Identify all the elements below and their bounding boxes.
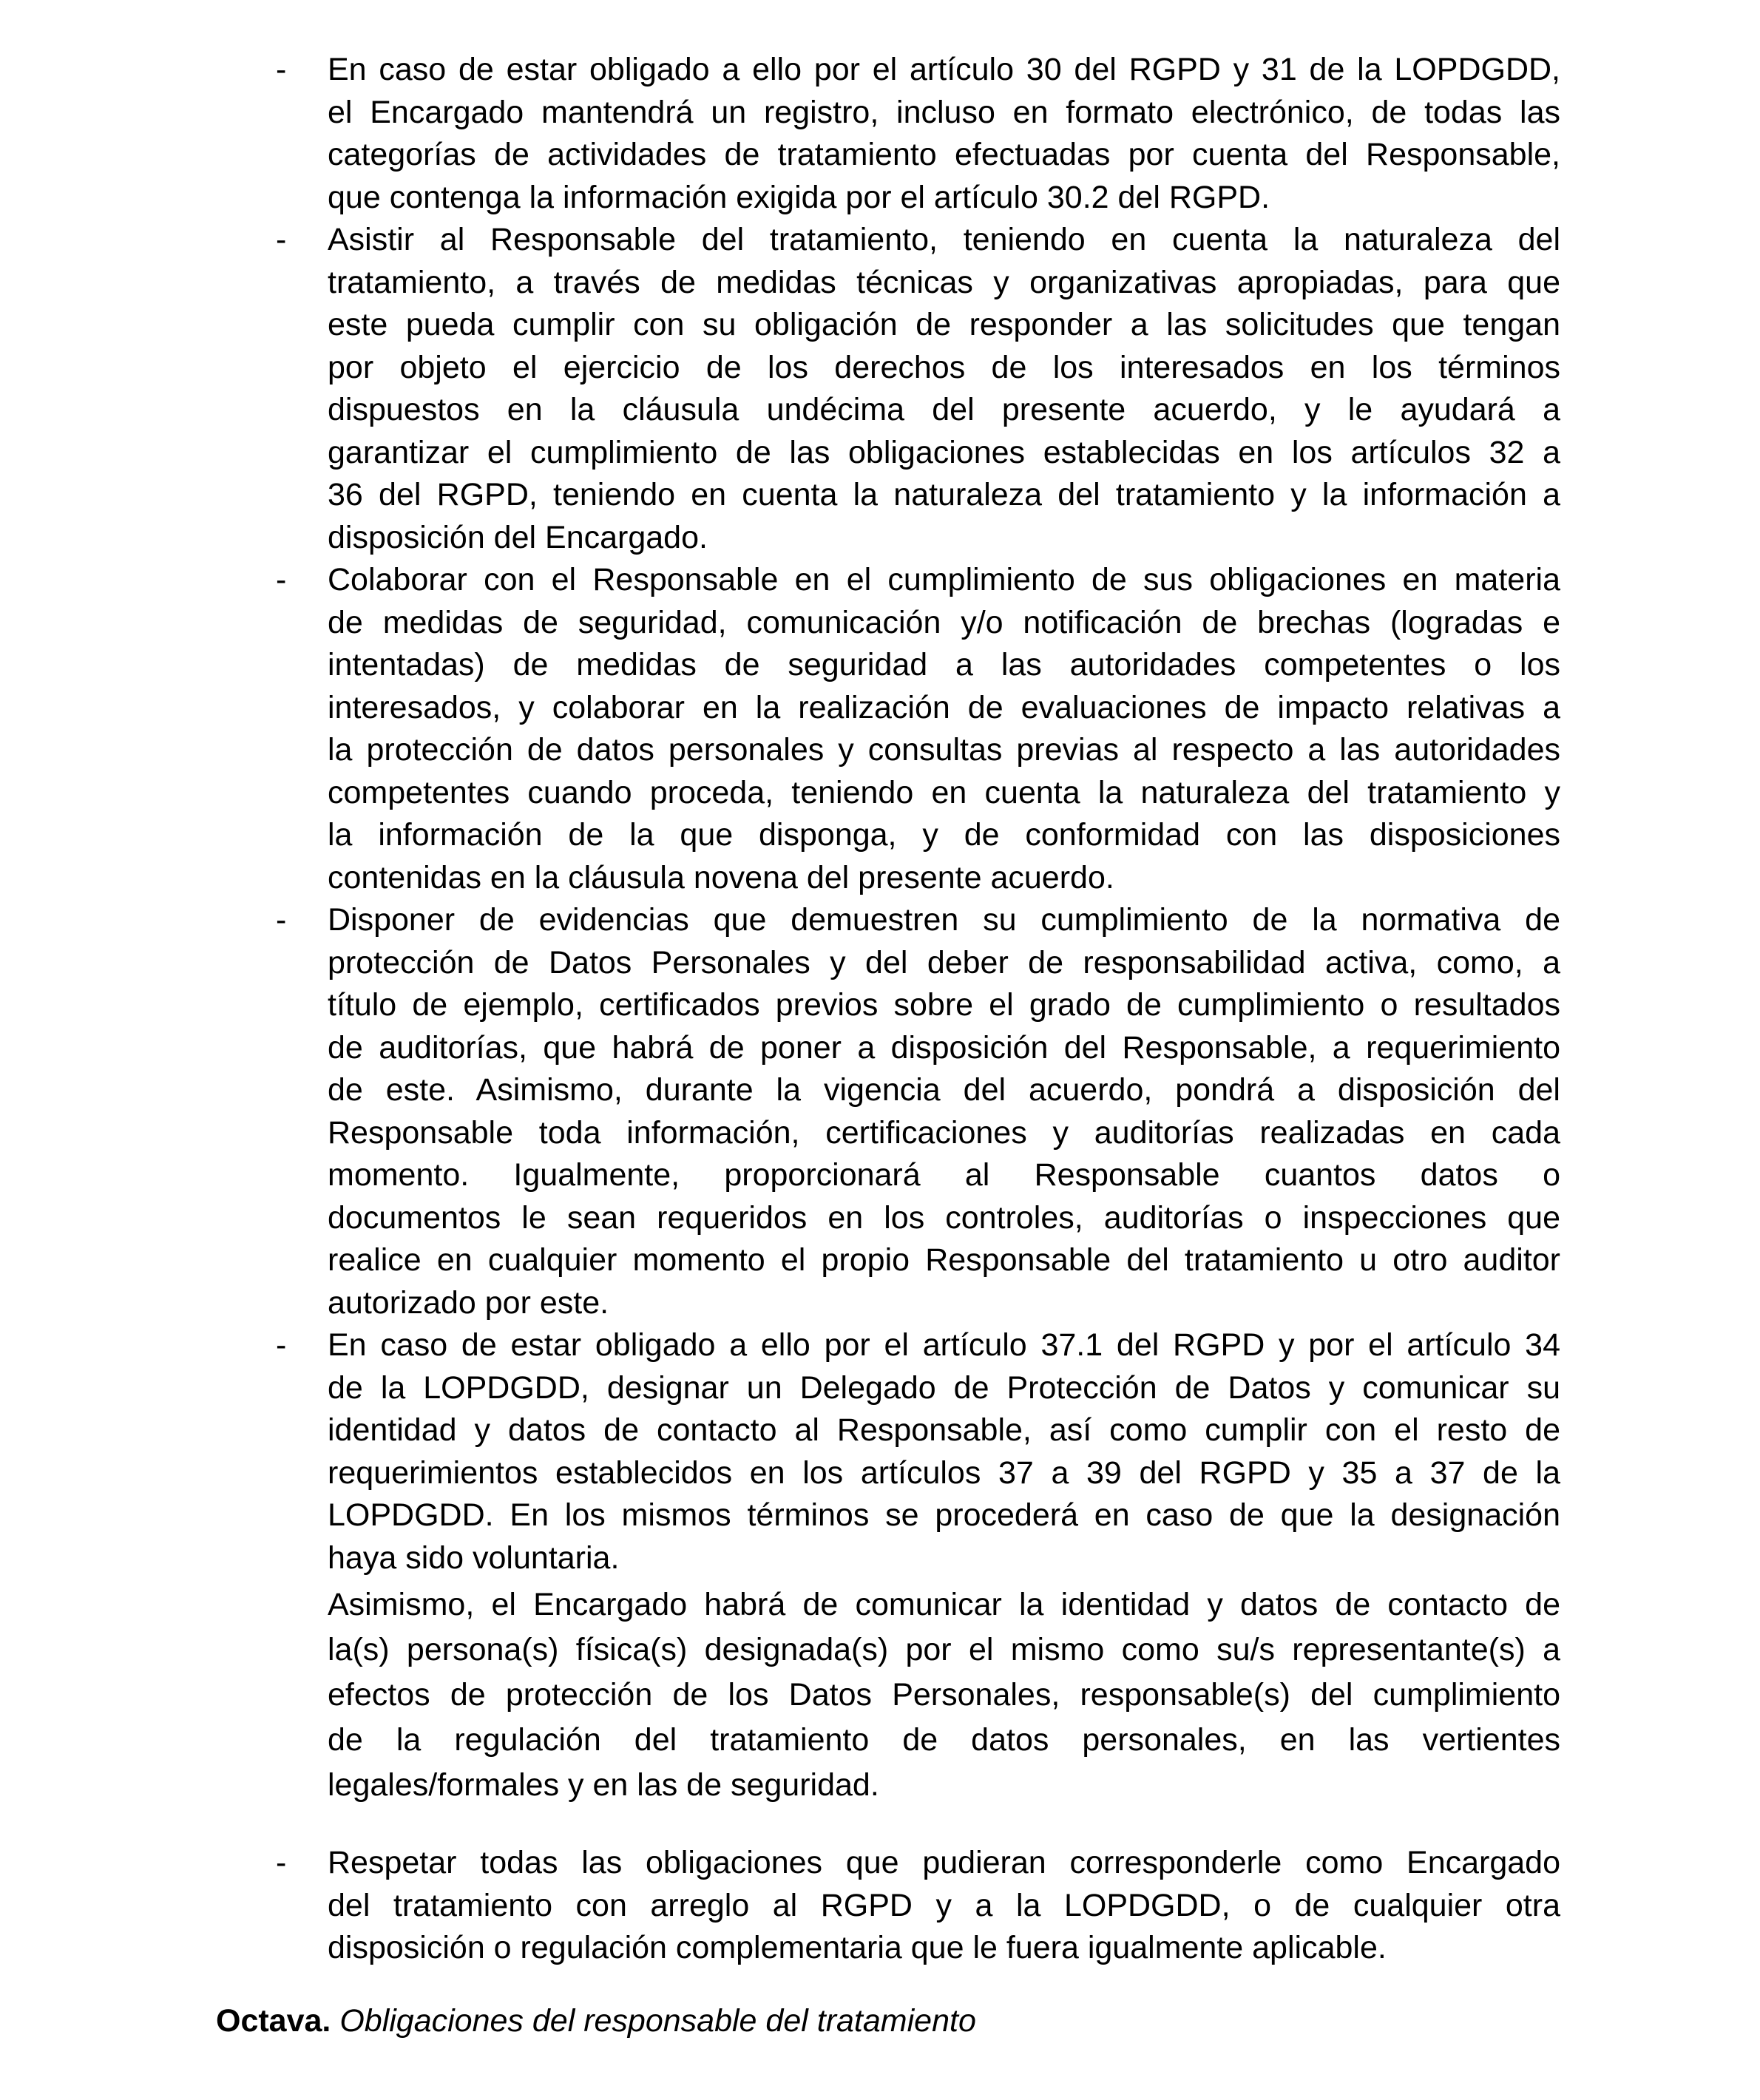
text-line: realice en cualquier momento el propio Responsable del tratamiento u otro auditor: [328, 1242, 1560, 1278]
paragraph-spacer: [0, 1808, 1760, 1842]
section-title: Obligaciones del responsable del tratamiento: [339, 2003, 976, 2039]
list-item: [276, 1324, 1560, 1579]
section-heading: [216, 2000, 976, 2042]
text-line: de la LOPDGDD, designar un Delegado de Protección de Datos y comunicar su: [328, 1369, 1560, 1406]
text-line: documentos le sean requeridos en los controles, auditorías o inspecciones que: [328, 1199, 1560, 1236]
section-number: Octava.: [216, 2003, 331, 2039]
text-line: protección de Datos Personales y del deber de responsabilidad activa, como, a: [328, 944, 1560, 980]
text-line: 36 del RGPD, teniendo en cuenta la naturaleza del tratamiento y la información a: [328, 477, 1560, 512]
list-item: [276, 899, 1560, 1324]
text-line: contenidas en la cláusula novena del presente acuerdo.: [328, 859, 1114, 895]
text-line: de la regulación del tratamiento de datos personales, en las vertientes: [328, 1722, 1560, 1758]
text-line: categorías de actividades de tratamiento efectuadas por cuenta del Responsable,: [328, 137, 1560, 172]
text-line: requerimientos establecidos en los artículos 37 a 39 del RGPD y 35 a 37 de la: [328, 1454, 1560, 1491]
text-line: autorizado por este.: [328, 1284, 609, 1321]
bullet-dash: -: [276, 902, 287, 938]
text-line: Colaborar con el Responsable en el cumplimiento de sus obligaciones en materia: [328, 562, 1560, 597]
bullet-dash: -: [276, 562, 287, 597]
list-item: [276, 219, 1560, 559]
text-line: que contenga la información exigida por el artículo 30.2 del RGPD.: [328, 179, 1270, 215]
text-line: este pueda cumplir con su obligación de responder a las solicitudes que tengan: [328, 307, 1560, 342]
text-line: disposición o regulación complementaria que le fuera igualmente aplicable.: [328, 1930, 1387, 1965]
text-line: dispuestos en la cláusula undécima del presente acuerdo, y le ayudará a: [328, 392, 1560, 427]
text-line: En caso de estar obligado a ello por el artículo 30 del RGPD y 31 de la LOPDGDD,: [328, 52, 1560, 87]
text-line: haya sido voluntaria.: [328, 1540, 620, 1576]
text-line: del tratamiento con arreglo al RGPD y a la LOPDGDD, o de cualquier otra: [328, 1887, 1560, 1923]
text-line: momento. Igualmente, proporcionará al Responsable cuantos datos o: [328, 1157, 1560, 1193]
text-line: la(s) persona(s) física(s) designada(s) por el mismo como su/s representante(s) a: [328, 1632, 1560, 1667]
text-line: identidad y datos de contacto al Responsable, así como cumplir con el resto de: [328, 1412, 1560, 1448]
bullet-dash: -: [276, 1327, 287, 1363]
text-line: efectos de protección de los Datos Personales, responsable(s) del cumplimiento: [328, 1677, 1560, 1713]
text-line: de este. Asimismo, durante la vigencia del acuerdo, pondrá a disposición del: [328, 1072, 1560, 1108]
text-line: competentes cuando proceda, teniendo en cuenta la naturaleza del tratamiento y: [328, 774, 1560, 810]
text-line: el Encargado mantendrá un registro, incluso en formato electrónico, de todas las: [328, 94, 1560, 130]
text-line: Asimismo, el Encargado habrá de comunicar la identidad y datos de contacto de: [328, 1587, 1560, 1622]
text-line: Disponer de evidencias que demuestren su cumplimiento de la normativa de: [328, 902, 1560, 938]
text-line: Respetar todas las obligaciones que pudieran corresponderle como Encargado: [328, 1845, 1560, 1880]
document-body: [0, 49, 1760, 1970]
text-line: En caso de estar obligado a ello por el artículo 37.1 del RGPD y por el artículo 34: [328, 1327, 1560, 1363]
text-line: interesados, y colaborar en la realización de evaluaciones de impacto relativas a: [328, 689, 1560, 725]
text-line: legales/formales y en las de seguridad.: [328, 1767, 879, 1803]
text-line: intentadas) de medidas de seguridad a las autoridades competentes o los: [328, 647, 1560, 682]
text-line: la información de la que disponga, y de conformidad con las disposiciones: [328, 817, 1560, 853]
bullet-dash: -: [276, 222, 287, 257]
text-line: Asistir al Responsable del tratamiento, teniendo en cuenta la naturaleza del: [328, 222, 1560, 257]
list-item: [276, 1842, 1560, 1970]
text-line: garantizar el cumplimiento de las obligaciones establecidas en los artículos 32 a: [328, 434, 1560, 470]
text-line: la protección de datos personales y consultas previas al respecto a las autoridades: [328, 732, 1560, 768]
text-line: Responsable toda información, certificaciones y auditorías realizadas en cada: [328, 1114, 1560, 1151]
bullet-dash: -: [276, 1845, 287, 1880]
text-line: LOPDGDD. En los mismos términos se procederá en caso de que la designación: [328, 1497, 1560, 1533]
bullet-dash: -: [276, 52, 287, 87]
text-line: por objeto el ejercicio de los derechos de los interesados en los términos: [328, 349, 1560, 385]
list-item: [276, 49, 1560, 219]
text-line: de auditorías, que habrá de poner a disposición del Responsable, a requerimiento: [328, 1029, 1560, 1066]
text-line: de medidas de seguridad, comunicación y/o notificación de brechas (logradas e: [328, 604, 1560, 640]
text-line: tratamiento, a través de medidas técnicas y organizativas apropiadas, para que: [328, 264, 1560, 300]
text-line: título de ejemplo, certificados previos sobre el grado de cumplimiento o resultados: [328, 987, 1560, 1023]
continuation-paragraph: [328, 1582, 1560, 1808]
list-item: [276, 559, 1560, 899]
text-line: disposición del Encargado.: [328, 519, 708, 555]
